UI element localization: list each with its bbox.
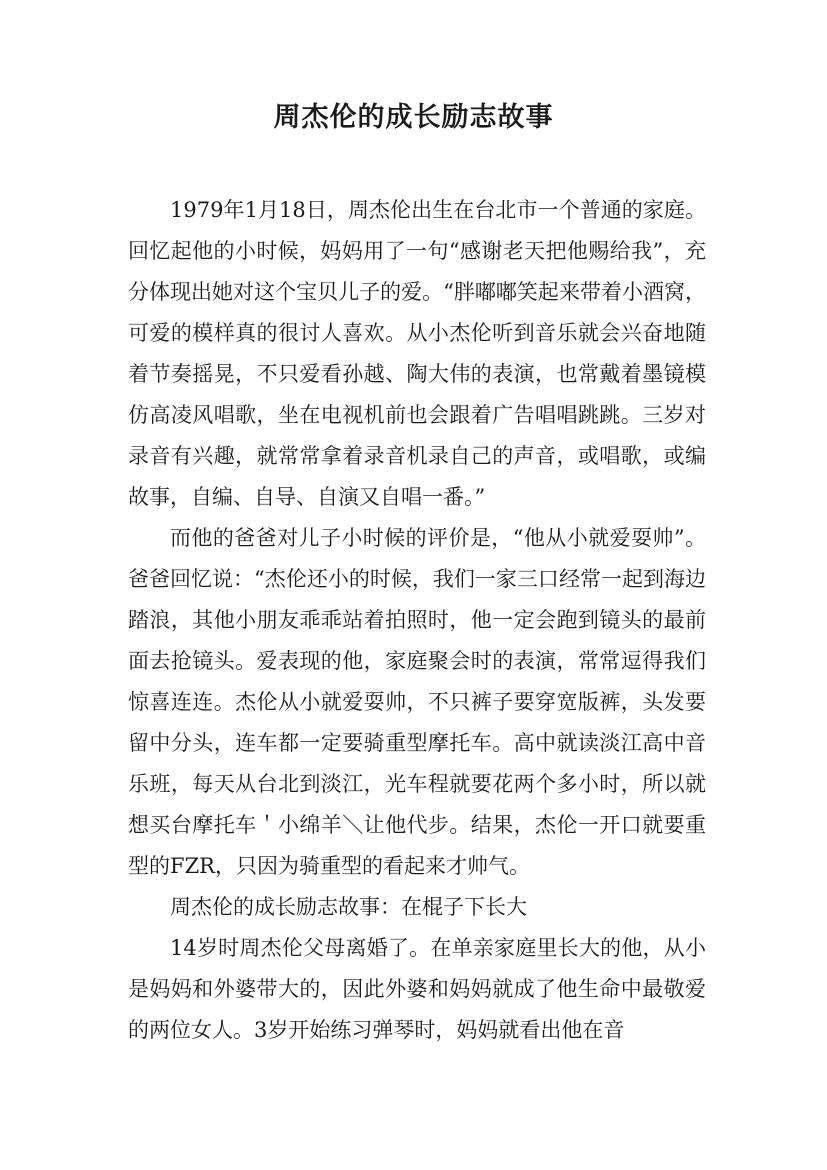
- paragraph-divorce: 14岁时周杰伦父母离婚了。在单亲家庭里长大的他，从小是妈妈和外婆带大的，因此外婆和妈妈就成了他生命中最敬爱的两位女人。3岁开始练习弹琴时，妈妈就看出他在音: [128, 936, 706, 1042]
- document-body: [128, 190, 706, 1051]
- paragraph-father-memories: 而他的爸爸对儿子小时候的评价是，“他从小就爱耍帅”。爸爸回忆说：“杰伦还小的时候，我们一家三口经常一起到海边踏浪，其他小朋友乖乖站着拍照时，他一定会跑到镜头的最前面去抢镜头。爱表现的他，家庭聚会时的表演，常常逗得我们惊喜连连。杰伦从小就爱耍帅，不只裤子要穿宽版裤，头发要留中分头，连车都一定要骑重型摩托车。高中就读淡江高中音乐班，每天从台北到淡江，光车程就要花两个多小时，所以就想买台摩托车＇小绵羊＼让他代步。结果，杰伦一开口就要重型的FZR，只因为骑重型的看起来才帅气。: [128, 526, 706, 878]
- document-title: 周杰伦的成长励志故事: [273, 102, 554, 133]
- paragraph-birth: 1979年1月18日，周杰伦出生在台北市一个普通的家庭。回忆起他的小时候，妈妈用了一句“感谢老天把他赐给我”，充分体现出她对这个宝贝儿子的爱。“胖嘟嘟笑起来带着小酒窝，可爱的模样真的很讨人喜欢。从小杰伦听到音乐就会兴奋地随着节奏摇晃，不只爱看孙越、陶大伟的表演，也常戴着墨镜模仿高凌风唱歌，坐在电视机前也会跟着广告唱唱跳跳。三岁对录音有兴趣，就常常拿着录音机录自己的声音，或唱歌，或编故事，自编、自导、自演又自唱一番。”: [128, 198, 706, 509]
- section-heading: 周杰伦的成长励志故事：在棍子下长大: [170, 895, 527, 919]
